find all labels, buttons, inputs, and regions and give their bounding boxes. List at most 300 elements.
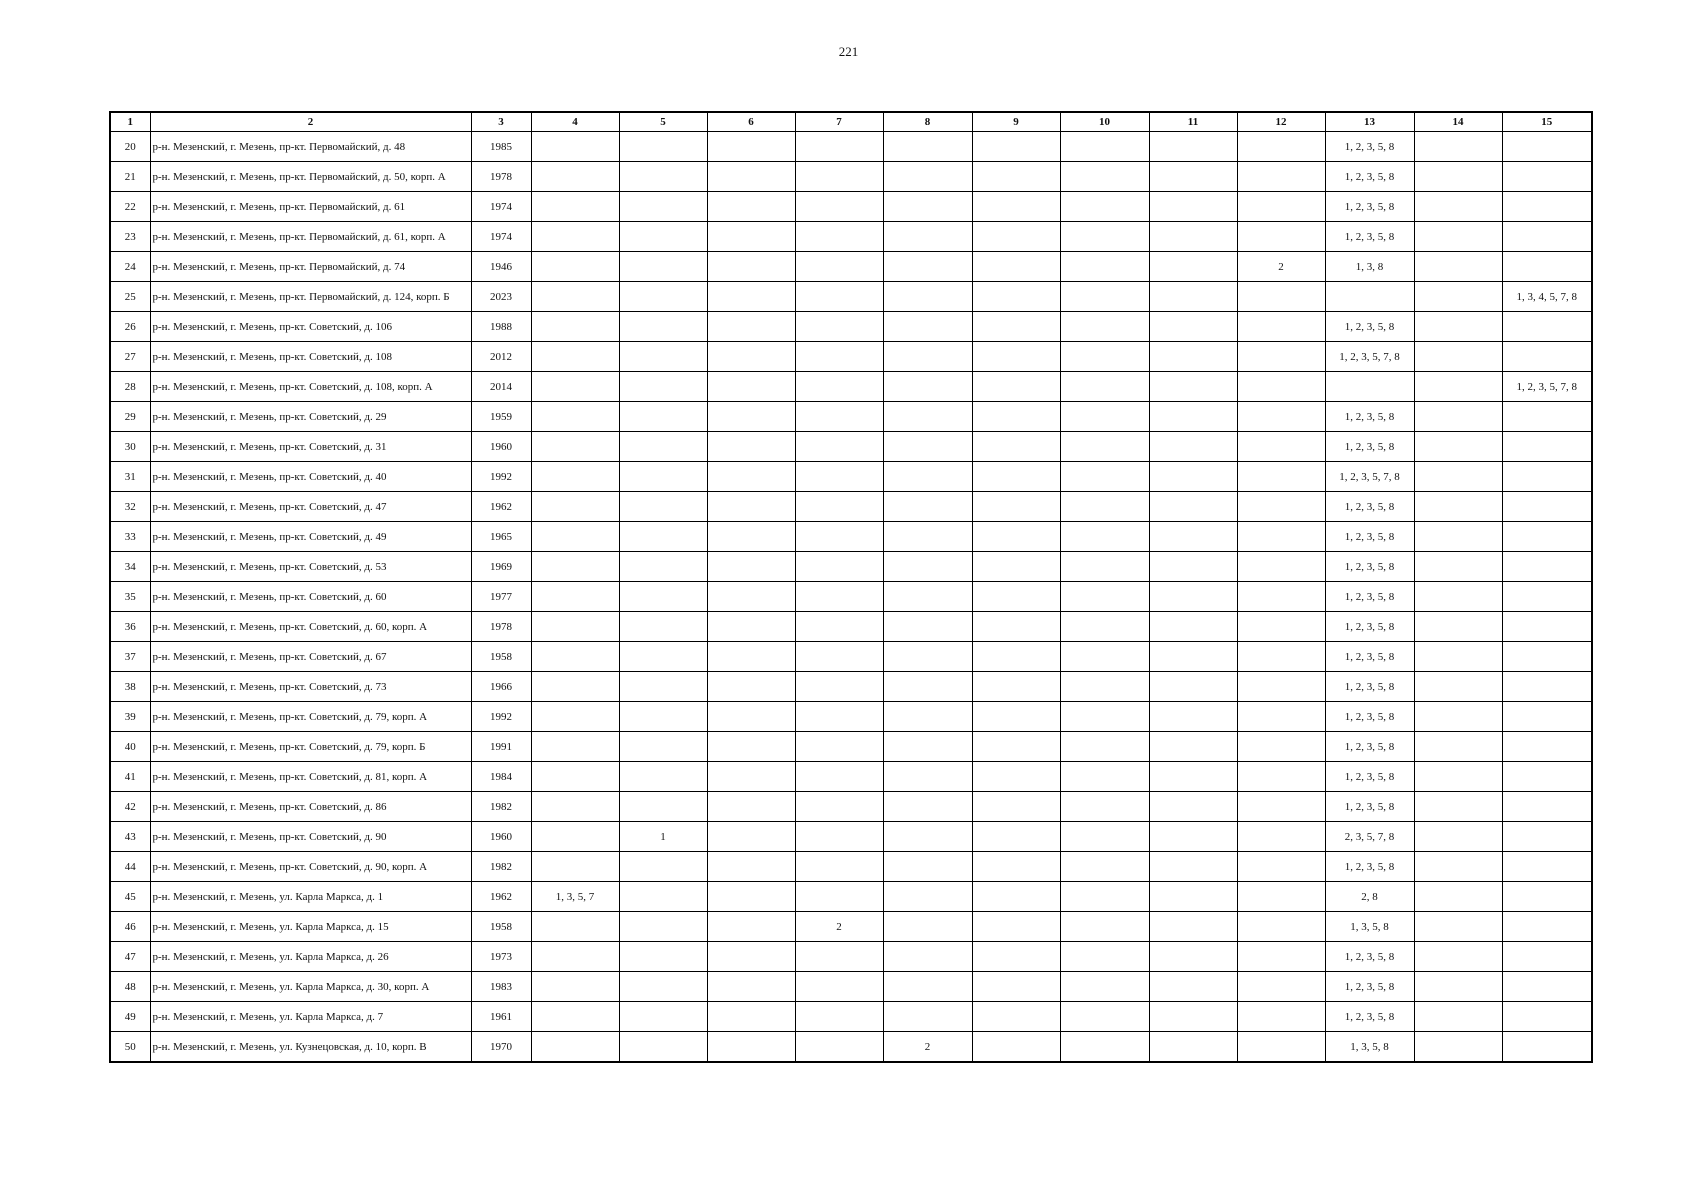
row-number-cell: 36 bbox=[110, 612, 150, 642]
table-cell bbox=[1237, 882, 1325, 912]
table-cell bbox=[883, 372, 972, 402]
table-row bbox=[110, 642, 1592, 672]
column-header-8: 8 bbox=[883, 112, 972, 132]
table-cell bbox=[619, 912, 707, 942]
table-cell: 1, 2, 3, 5, 8 bbox=[1325, 522, 1414, 552]
table-row bbox=[110, 702, 1592, 732]
address-cell: р-н. Мезенский, г. Мезень, пр-кт. Первомайский, д. 61 bbox=[150, 192, 471, 222]
table-cell bbox=[1237, 462, 1325, 492]
table-cell bbox=[883, 192, 972, 222]
table-cell bbox=[795, 852, 883, 882]
table-cell bbox=[795, 432, 883, 462]
table-cell bbox=[707, 912, 795, 942]
table-cell bbox=[1502, 822, 1592, 852]
table-cell bbox=[707, 822, 795, 852]
table-cell bbox=[1237, 132, 1325, 162]
table-cell bbox=[531, 342, 619, 372]
table-cell bbox=[619, 132, 707, 162]
table-cell bbox=[1149, 852, 1237, 882]
column-header-11: 11 bbox=[1149, 112, 1237, 132]
table-cell bbox=[1414, 162, 1502, 192]
table-cell: 1, 2, 3, 5, 8 bbox=[1325, 672, 1414, 702]
table-cell: 1, 2, 3, 5, 8 bbox=[1325, 732, 1414, 762]
table-cell bbox=[531, 132, 619, 162]
table-cell bbox=[1060, 192, 1149, 222]
table-cell bbox=[619, 642, 707, 672]
table-cell bbox=[795, 312, 883, 342]
address-cell: р-н. Мезенский, г. Мезень, ул. Карла Маркса, д. 26 bbox=[150, 942, 471, 972]
table-cell bbox=[1060, 582, 1149, 612]
table-cell bbox=[795, 822, 883, 852]
table-row bbox=[110, 882, 1592, 912]
table-cell: 2 bbox=[883, 1032, 972, 1063]
table-cell bbox=[972, 822, 1060, 852]
table-cell bbox=[1414, 492, 1502, 522]
table-cell bbox=[707, 342, 795, 372]
table-cell bbox=[1414, 882, 1502, 912]
table-cell bbox=[972, 162, 1060, 192]
table-cell bbox=[619, 672, 707, 702]
table-cell bbox=[883, 882, 972, 912]
table-cell bbox=[619, 252, 707, 282]
table-cell: 1, 2, 3, 5, 7, 8 bbox=[1325, 342, 1414, 372]
table-row bbox=[110, 282, 1592, 312]
table-cell bbox=[972, 642, 1060, 672]
table-cell bbox=[883, 1002, 972, 1032]
table-cell: 2 bbox=[795, 912, 883, 942]
column-header-12: 12 bbox=[1237, 112, 1325, 132]
year-cell: 2023 bbox=[471, 282, 531, 312]
table-row bbox=[110, 492, 1592, 522]
table-cell bbox=[707, 852, 795, 882]
table-cell bbox=[1237, 1002, 1325, 1032]
table-cell bbox=[1060, 732, 1149, 762]
table-cell bbox=[1502, 162, 1592, 192]
table-cell bbox=[707, 372, 795, 402]
table-cell bbox=[531, 762, 619, 792]
table-cell bbox=[707, 552, 795, 582]
table-cell bbox=[883, 252, 972, 282]
column-header-6: 6 bbox=[707, 112, 795, 132]
table-cell bbox=[795, 702, 883, 732]
table-cell bbox=[1060, 912, 1149, 942]
table-cell bbox=[795, 192, 883, 222]
table-cell bbox=[619, 282, 707, 312]
row-number-cell: 46 bbox=[110, 912, 150, 942]
table-cell bbox=[1414, 822, 1502, 852]
table-cell bbox=[1502, 132, 1592, 162]
year-cell: 1962 bbox=[471, 492, 531, 522]
table-cell bbox=[1414, 552, 1502, 582]
table-cell bbox=[619, 552, 707, 582]
column-header-1: 1 bbox=[110, 112, 150, 132]
table-cell bbox=[1502, 702, 1592, 732]
year-cell: 1984 bbox=[471, 762, 531, 792]
table-cell bbox=[707, 882, 795, 912]
table-cell bbox=[795, 732, 883, 762]
table-cell bbox=[1502, 342, 1592, 372]
table-cell bbox=[1060, 942, 1149, 972]
table-cell bbox=[1237, 402, 1325, 432]
table-cell bbox=[531, 582, 619, 612]
table-cell bbox=[883, 702, 972, 732]
table-row bbox=[110, 162, 1592, 192]
table-cell bbox=[1237, 792, 1325, 822]
table-row bbox=[110, 222, 1592, 252]
column-header-14: 14 bbox=[1414, 112, 1502, 132]
table-cell bbox=[795, 282, 883, 312]
table-cell bbox=[707, 702, 795, 732]
table-cell bbox=[795, 642, 883, 672]
address-cell: р-н. Мезенский, г. Мезень, пр-кт. Советский, д. 90 bbox=[150, 822, 471, 852]
year-cell: 1970 bbox=[471, 1032, 531, 1063]
table-cell bbox=[1060, 882, 1149, 912]
table-cell bbox=[972, 702, 1060, 732]
table-cell bbox=[883, 132, 972, 162]
table-cell bbox=[1414, 762, 1502, 792]
table-cell bbox=[531, 312, 619, 342]
table-cell bbox=[883, 522, 972, 552]
row-number-cell: 29 bbox=[110, 402, 150, 432]
address-cell: р-н. Мезенский, г. Мезень, пр-кт. Советский, д. 53 bbox=[150, 552, 471, 582]
table-cell bbox=[1060, 492, 1149, 522]
table-cell bbox=[1414, 282, 1502, 312]
table-cell: 1, 2, 3, 5, 8 bbox=[1325, 762, 1414, 792]
table-row bbox=[110, 402, 1592, 432]
table-cell: 1, 2, 3, 5, 8 bbox=[1325, 492, 1414, 522]
table-cell bbox=[972, 1002, 1060, 1032]
table-cell bbox=[972, 132, 1060, 162]
table-cell bbox=[1060, 852, 1149, 882]
table-cell bbox=[972, 402, 1060, 432]
table-cell bbox=[1414, 912, 1502, 942]
column-header-10: 10 bbox=[1060, 112, 1149, 132]
page-number: 221 bbox=[838, 44, 859, 59]
table-cell bbox=[707, 312, 795, 342]
table-cell: 1, 2, 3, 5, 8 bbox=[1325, 552, 1414, 582]
table-cell bbox=[1149, 312, 1237, 342]
table-cell bbox=[1414, 372, 1502, 402]
table-cell bbox=[972, 282, 1060, 312]
row-number-cell: 25 bbox=[110, 282, 150, 312]
table-cell bbox=[1060, 252, 1149, 282]
row-number-cell: 50 bbox=[110, 1032, 150, 1063]
table-cell bbox=[883, 972, 972, 1002]
table-cell bbox=[795, 492, 883, 522]
table-cell bbox=[972, 792, 1060, 822]
table-cell bbox=[1060, 282, 1149, 312]
row-number-cell: 44 bbox=[110, 852, 150, 882]
table-row bbox=[110, 552, 1592, 582]
table-cell bbox=[1237, 432, 1325, 462]
year-cell: 1958 bbox=[471, 912, 531, 942]
row-number-cell: 39 bbox=[110, 702, 150, 732]
table-cell bbox=[1149, 792, 1237, 822]
table-cell bbox=[531, 522, 619, 552]
address-cell: р-н. Мезенский, г. Мезень, пр-кт. Советский, д. 40 bbox=[150, 462, 471, 492]
table-cell bbox=[531, 672, 619, 702]
table-cell bbox=[972, 492, 1060, 522]
table-cell bbox=[1060, 762, 1149, 792]
table-cell bbox=[1060, 432, 1149, 462]
table-cell bbox=[1237, 642, 1325, 672]
table-cell bbox=[1149, 372, 1237, 402]
table-cell bbox=[1060, 522, 1149, 552]
header-row bbox=[110, 112, 1592, 132]
table-row bbox=[110, 582, 1592, 612]
table-cell bbox=[1149, 192, 1237, 222]
table-cell bbox=[883, 402, 972, 432]
table-cell bbox=[619, 762, 707, 792]
row-number-cell: 49 bbox=[110, 1002, 150, 1032]
table-cell bbox=[619, 522, 707, 552]
table-cell bbox=[1237, 372, 1325, 402]
table-cell bbox=[972, 432, 1060, 462]
table-cell bbox=[707, 402, 795, 432]
table-cell bbox=[972, 732, 1060, 762]
table-cell bbox=[883, 342, 972, 372]
address-cell: р-н. Мезенский, г. Мезень, ул. Карла Маркса, д. 15 bbox=[150, 912, 471, 942]
table-row bbox=[110, 732, 1592, 762]
row-number-cell: 48 bbox=[110, 972, 150, 1002]
table-row bbox=[110, 372, 1592, 402]
table-cell bbox=[1414, 672, 1502, 702]
register-table bbox=[109, 111, 1593, 1063]
table-cell bbox=[795, 942, 883, 972]
table-cell bbox=[1237, 732, 1325, 762]
table-cell bbox=[795, 582, 883, 612]
table-cell bbox=[1502, 1002, 1592, 1032]
table-cell: 1 bbox=[619, 822, 707, 852]
table-cell bbox=[1502, 222, 1592, 252]
table-cell bbox=[1149, 612, 1237, 642]
table-cell: 1, 3, 8 bbox=[1325, 252, 1414, 282]
year-cell: 1992 bbox=[471, 702, 531, 732]
table-cell bbox=[1149, 402, 1237, 432]
table-header bbox=[110, 112, 1592, 132]
column-header-9: 9 bbox=[972, 112, 1060, 132]
table-cell bbox=[619, 942, 707, 972]
row-number-cell: 43 bbox=[110, 822, 150, 852]
table-cell bbox=[1502, 732, 1592, 762]
table-cell: 1, 2, 3, 5, 8 bbox=[1325, 792, 1414, 822]
table-row bbox=[110, 762, 1592, 792]
table-cell bbox=[707, 282, 795, 312]
table-cell: 1, 2, 3, 5, 8 bbox=[1325, 132, 1414, 162]
table-cell bbox=[1502, 762, 1592, 792]
table-cell bbox=[1149, 912, 1237, 942]
table-row bbox=[110, 132, 1592, 162]
table-cell bbox=[619, 972, 707, 1002]
table-cell: 1, 2, 3, 5, 8 bbox=[1325, 162, 1414, 192]
table-cell bbox=[795, 462, 883, 492]
table-cell bbox=[1149, 882, 1237, 912]
table-cell bbox=[619, 612, 707, 642]
address-cell: р-н. Мезенский, г. Мезень, ул. Карла Маркса, д. 1 bbox=[150, 882, 471, 912]
table-cell bbox=[531, 1002, 619, 1032]
table-cell bbox=[531, 642, 619, 672]
table-cell bbox=[1502, 612, 1592, 642]
table-cell bbox=[1502, 852, 1592, 882]
row-number-cell: 38 bbox=[110, 672, 150, 702]
table-cell bbox=[707, 252, 795, 282]
table-cell bbox=[795, 402, 883, 432]
year-cell: 1966 bbox=[471, 672, 531, 702]
table-cell bbox=[1060, 822, 1149, 852]
table-cell: 1, 2, 3, 5, 8 bbox=[1325, 612, 1414, 642]
table-cell bbox=[1502, 552, 1592, 582]
table-cell bbox=[1502, 522, 1592, 552]
table-row bbox=[110, 342, 1592, 372]
row-number-cell: 45 bbox=[110, 882, 150, 912]
table-cell bbox=[1237, 1032, 1325, 1063]
table-cell bbox=[1149, 1002, 1237, 1032]
table-cell bbox=[1414, 732, 1502, 762]
table-cell bbox=[1149, 942, 1237, 972]
year-cell: 1965 bbox=[471, 522, 531, 552]
column-header-15: 15 bbox=[1502, 112, 1592, 132]
table-cell bbox=[707, 192, 795, 222]
table-cell bbox=[707, 612, 795, 642]
column-header-4: 4 bbox=[531, 112, 619, 132]
row-number-cell: 22 bbox=[110, 192, 150, 222]
table-cell bbox=[1149, 162, 1237, 192]
table-cell bbox=[1237, 942, 1325, 972]
table-cell bbox=[531, 492, 619, 522]
year-cell: 1988 bbox=[471, 312, 531, 342]
table-cell: 2, 3, 5, 7, 8 bbox=[1325, 822, 1414, 852]
column-header-13: 13 bbox=[1325, 112, 1414, 132]
table-cell bbox=[1149, 1032, 1237, 1063]
table-cell: 1, 3, 5, 8 bbox=[1325, 912, 1414, 942]
table-cell bbox=[531, 162, 619, 192]
table-cell bbox=[1237, 972, 1325, 1002]
table-cell bbox=[707, 1002, 795, 1032]
table-cell bbox=[1502, 672, 1592, 702]
table-cell bbox=[1414, 402, 1502, 432]
column-header-2: 2 bbox=[150, 112, 471, 132]
address-cell: р-н. Мезенский, г. Мезень, пр-кт. Советский, д. 73 bbox=[150, 672, 471, 702]
table-cell bbox=[972, 252, 1060, 282]
table-cell bbox=[972, 612, 1060, 642]
table-cell bbox=[619, 342, 707, 372]
table-cell bbox=[1237, 222, 1325, 252]
table-cell bbox=[1237, 162, 1325, 192]
table-cell bbox=[1149, 822, 1237, 852]
address-cell: р-н. Мезенский, г. Мезень, пр-кт. Советский, д. 60, корп. А bbox=[150, 612, 471, 642]
table-cell bbox=[619, 1032, 707, 1063]
table-cell bbox=[1149, 732, 1237, 762]
table-row bbox=[110, 852, 1592, 882]
table-cell bbox=[619, 432, 707, 462]
table-cell bbox=[1414, 852, 1502, 882]
row-number-cell: 35 bbox=[110, 582, 150, 612]
table-cell bbox=[619, 792, 707, 822]
year-cell: 1992 bbox=[471, 462, 531, 492]
table-cell bbox=[1414, 972, 1502, 1002]
row-number-cell: 27 bbox=[110, 342, 150, 372]
table-cell bbox=[619, 1002, 707, 1032]
table-row bbox=[110, 672, 1592, 702]
address-cell: р-н. Мезенский, г. Мезень, пр-кт. Советский, д. 108 bbox=[150, 342, 471, 372]
table-cell bbox=[1060, 1032, 1149, 1063]
address-cell: р-н. Мезенский, г. Мезень, пр-кт. Первомайский, д. 74 bbox=[150, 252, 471, 282]
table-cell bbox=[972, 522, 1060, 552]
table-cell bbox=[619, 702, 707, 732]
table-cell bbox=[619, 582, 707, 612]
table-cell bbox=[1060, 672, 1149, 702]
table-cell bbox=[972, 222, 1060, 252]
row-number-cell: 23 bbox=[110, 222, 150, 252]
table-cell bbox=[972, 882, 1060, 912]
row-number-cell: 20 bbox=[110, 132, 150, 162]
table-cell bbox=[972, 552, 1060, 582]
table-row bbox=[110, 192, 1592, 222]
table-cell bbox=[1060, 552, 1149, 582]
address-cell: р-н. Мезенский, г. Мезень, пр-кт. Советский, д. 86 bbox=[150, 792, 471, 822]
address-cell: р-н. Мезенский, г. Мезень, пр-кт. Советский, д. 47 bbox=[150, 492, 471, 522]
table-cell bbox=[1414, 642, 1502, 672]
table-cell bbox=[1149, 672, 1237, 702]
year-cell: 1962 bbox=[471, 882, 531, 912]
table-cell bbox=[1237, 552, 1325, 582]
address-cell: р-н. Мезенский, г. Мезень, пр-кт. Советский, д. 81, корп. А bbox=[150, 762, 471, 792]
table-cell bbox=[1060, 312, 1149, 342]
table-cell bbox=[1414, 132, 1502, 162]
table-cell bbox=[1060, 792, 1149, 822]
table-row bbox=[110, 612, 1592, 642]
table-cell bbox=[707, 462, 795, 492]
table-cell bbox=[883, 852, 972, 882]
table-cell bbox=[1237, 282, 1325, 312]
table-row bbox=[110, 252, 1592, 282]
table-row bbox=[110, 972, 1592, 1002]
table-cell bbox=[972, 672, 1060, 702]
table-row bbox=[110, 432, 1592, 462]
table-cell bbox=[619, 852, 707, 882]
table-cell bbox=[883, 492, 972, 522]
table-cell bbox=[972, 972, 1060, 1002]
table-cell bbox=[1149, 432, 1237, 462]
table-cell bbox=[1149, 762, 1237, 792]
table-cell: 1, 2, 3, 5, 8 bbox=[1325, 402, 1414, 432]
year-cell: 1983 bbox=[471, 972, 531, 1002]
table-cell bbox=[883, 222, 972, 252]
table-cell: 1, 2, 3, 5, 8 bbox=[1325, 942, 1414, 972]
table-cell bbox=[707, 792, 795, 822]
table-row bbox=[110, 792, 1592, 822]
year-cell: 1958 bbox=[471, 642, 531, 672]
year-cell: 1974 bbox=[471, 222, 531, 252]
table-cell bbox=[1149, 702, 1237, 732]
address-cell: р-н. Мезенский, г. Мезень, пр-кт. Советский, д. 49 bbox=[150, 522, 471, 552]
table-cell bbox=[795, 552, 883, 582]
table-cell bbox=[531, 972, 619, 1002]
table-cell bbox=[1502, 882, 1592, 912]
table-cell bbox=[1502, 942, 1592, 972]
table-cell bbox=[1060, 972, 1149, 1002]
address-cell: р-н. Мезенский, г. Мезень, ул. Карла Маркса, д. 7 bbox=[150, 1002, 471, 1032]
row-number-cell: 41 bbox=[110, 762, 150, 792]
address-cell: р-н. Мезенский, г. Мезень, пр-кт. Первомайский, д. 50, корп. А bbox=[150, 162, 471, 192]
row-number-cell: 26 bbox=[110, 312, 150, 342]
table-cell: 1, 2, 3, 5, 8 bbox=[1325, 1002, 1414, 1032]
table-cell bbox=[1060, 1002, 1149, 1032]
table-cell bbox=[883, 282, 972, 312]
table-cell bbox=[1414, 222, 1502, 252]
table-cell bbox=[1237, 912, 1325, 942]
table-cell: 2 bbox=[1237, 252, 1325, 282]
